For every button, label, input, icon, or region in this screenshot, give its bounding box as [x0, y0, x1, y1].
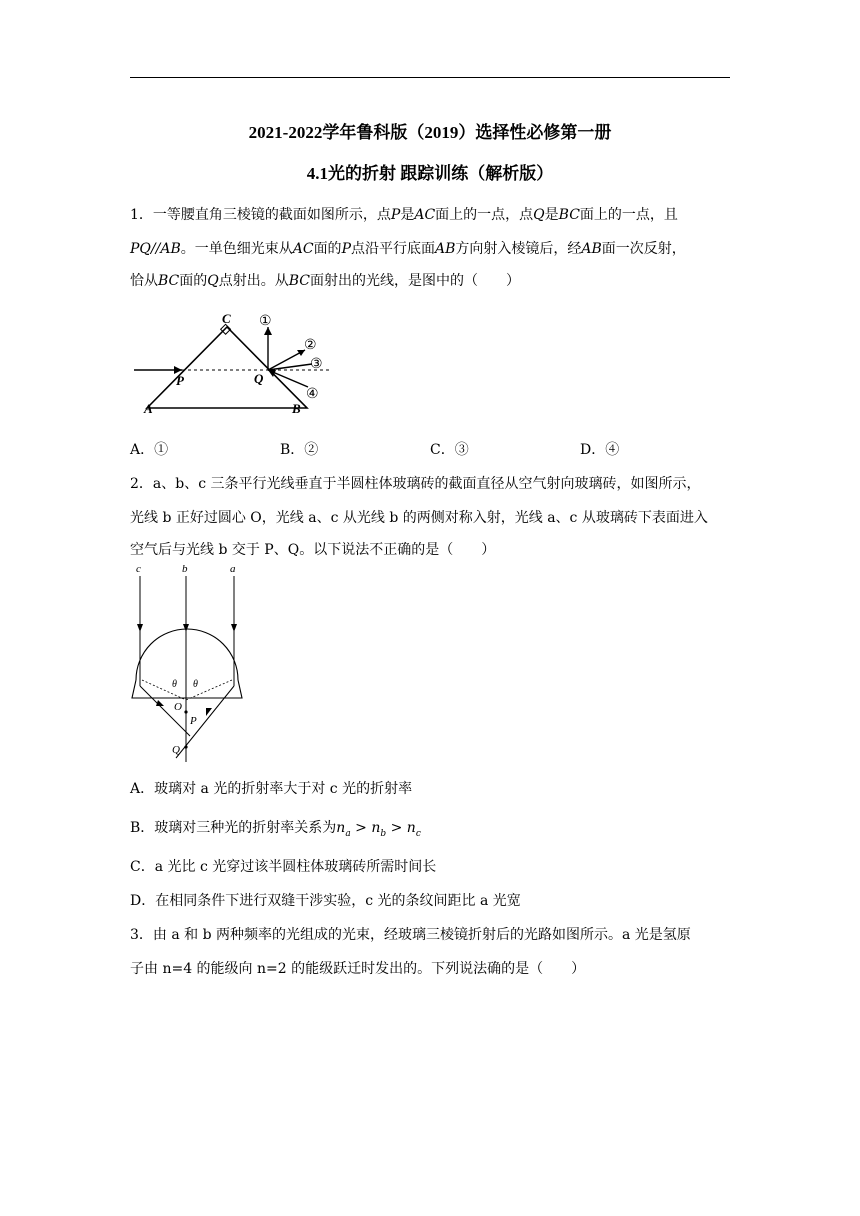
q3-line2: 子由 n=4 的能级向 n=2 的能级跃迁时发出的。下列说法确的是（ ） — [130, 961, 586, 977]
label-c: c — [136, 563, 141, 575]
q1-line3: 恰从BC面的Q点射出。从BC面射出的光线，是图中的（ ） — [130, 273, 521, 289]
label-theta-right: θ — [193, 679, 198, 690]
label-ray-3: ③ — [310, 357, 323, 372]
q2-semicylinder-figure — [128, 562, 246, 764]
label-Q: Q — [254, 371, 264, 386]
q2-option-c[interactable]: C．a 光比 c 光穿过该半圆柱体玻璃砖所需时间长 — [130, 859, 437, 875]
label-ray-1: ① — [259, 314, 272, 329]
label-B: B — [292, 401, 301, 416]
q2-line2: 光线 b 正好过圆心 O，光线 a、c 从光线 b 的两侧对称入射，光线 a、c 从玻璃砖下表面进入 — [130, 510, 708, 526]
q1-line2: PQ//AB。一单色细光束从AC面的P点沿平行底面AB方向射入棱镜后，经AB面一次反射， — [130, 241, 686, 257]
q1-option-c[interactable]: C．③ — [430, 442, 469, 458]
document-subtitle: 4.1光的折射 跟踪训练（解析版） — [306, 164, 554, 183]
q2-line3: 空气后与光线 b 交于 P、Q。以下说法不正确的是（ ） — [130, 542, 496, 558]
q2-option-b[interactable]: B．玻璃对三种光的折射率关系为$n_a > n_b > n_c$ — [130, 820, 421, 839]
q2-line1: 2．a、b、c 三条平行光线垂直于半圆柱体玻璃砖的截面直径从空气射向玻璃砖，如图所示， — [130, 476, 701, 492]
q2-option-a[interactable]: A．玻璃对 a 光的折射率大于对 c 光的折射率 — [130, 781, 413, 797]
q1-option-b[interactable]: B．② — [280, 442, 319, 458]
label-C: C — [222, 311, 231, 326]
label-theta-left: θ — [172, 679, 177, 690]
label-ray-2: ② — [304, 338, 317, 353]
label-a: a — [230, 563, 236, 575]
q1-line1: 1．一等腰直角三棱镜的截面如图所示，点P是AC面上的一点，点Q是BC面上的一点，且 — [130, 207, 678, 223]
label-b: b — [182, 563, 188, 575]
header-rule — [130, 77, 730, 78]
q1-prism-figure — [130, 305, 340, 417]
q1-option-d[interactable]: D．④ — [580, 442, 620, 458]
label-O: O — [174, 701, 182, 713]
label-A: A — [144, 401, 153, 416]
label-ray-4: ④ — [306, 387, 319, 402]
q1-option-a[interactable]: A．① — [130, 442, 169, 458]
label-Q: Q — [172, 744, 180, 756]
label-P: P — [190, 715, 197, 727]
q2-option-d[interactable]: D．在相同条件下进行双缝干涉实验，c 光的条纹间距比 a 光宽 — [130, 893, 521, 909]
label-P: P — [176, 373, 184, 388]
q3-line1: 3．由 a 和 b 两种频率的光组成的光束，经玻璃三棱镜折射后的光路如图所示。a 光是氢原 — [130, 927, 691, 943]
document-title: 2021-2022学年鲁科版（2019）选择性必修第一册 — [248, 123, 612, 142]
